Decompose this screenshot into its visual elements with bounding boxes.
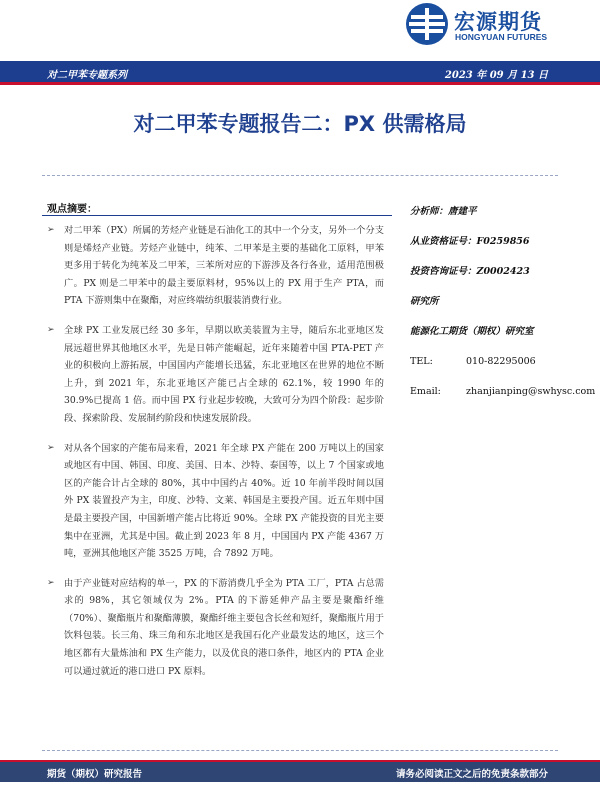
- footer-divider: [42, 750, 558, 751]
- header-band: [0, 61, 600, 85]
- tel-line: [410, 350, 585, 374]
- summary-divider: [42, 215, 392, 216]
- arrow-bullet-icon: ➢: [47, 577, 55, 588]
- summary-points: [44, 222, 384, 692]
- arrow-bullet-icon: ➢: [47, 324, 55, 335]
- summary-point: [44, 575, 384, 681]
- consult-cert-number: Z0002423: [476, 266, 530, 277]
- footer-band: [0, 760, 600, 782]
- summary-point-text: 对二甲苯（PX）所属的芳烃产业链是石油化工的其中一个分支，另外一个分支则是烯烃产业链。芳烃产业链中，纯苯、二甲苯是主要的基础化工原料，甲苯更多用于转化为纯苯及二甲苯，三苯所对应的下游涉及各行各业，适用范围极广。PX 则是二甲苯中的最主要原料材，95%以上的 PX 用于生产 PTA，而 PTA 下游则集中在聚酯，对应终端纺织服装消费行业。: [64, 225, 384, 307]
- email-label: Email:: [410, 386, 441, 397]
- footer-report-type: 期货（期权）研究报告: [47, 769, 143, 780]
- title-divider: [42, 175, 558, 176]
- practice-cert-label: 从业资格证号：: [410, 236, 477, 247]
- email-line: [410, 380, 596, 404]
- arrow-bullet-icon: ➢: [47, 225, 55, 235]
- series-name: 对二甲苯专题系列: [47, 70, 127, 81]
- tel-label: TEL:: [410, 356, 433, 367]
- institute-name: 研究所: [410, 296, 439, 307]
- logo-name-cn: 宏源期货: [454, 10, 542, 34]
- summary-point-text: 对从各个国家的产能布局来看，2021 年全球 PX 产能在 200 万吨以上的国家或地区有中国、韩国、印度、美国、日本、沙特、泰国等，以上 7 个国家或地区的产能合计占全球的 80%，其中中国约占 40%。近 10 年前半段时间以国外 PX 装置投产为主，印度、沙特、文莱、韩国是主要投产国。近五年则中国是最主要投产国，中国新增产能占比将近 90%。全球 PX 产能投资的目光主要集中在亚洲，尤其是中国。截止到 2023 年 8 月，中国国内 PX 产能 4367 万吨，亚洲其他地区产能 3525 万吨，合 7892 万吨。: [64, 442, 384, 560]
- summary-point-text: 由于产业链对应结构的单一，PX 的下游消费几乎全为 PTA 工厂，PTA 占总需求的 98%，其它领域仅为 2%。PTA 的下游延伸产品主要是聚酯纤维（70%）、聚酯瓶片和聚酯薄膜，聚酯纤维主要包含长丝和短纤，聚酯瓶片用于饮料包装。长三角、珠三角和东北地区是我国石化产业最发达的地区，这三个地区都有大量炼油和 PX 生产能力，以及优良的港口条件，地区内的 PTA 企业可以通过就近的港口进口 PX 原料。: [64, 577, 384, 677]
- footer-disclaimer-note: 请务必阅读正文之后的免责条款部分: [395, 769, 548, 780]
- practice-cert-number: F0259856: [476, 236, 530, 247]
- analyst-line: [410, 200, 585, 224]
- analyst-name: 唐建平: [448, 206, 477, 217]
- report-title: 对二甲苯专题报告二：PX 供需格局: [133, 112, 467, 136]
- practice-cert-line: [410, 230, 585, 254]
- arrow-bullet-icon: ➢: [47, 442, 55, 453]
- analyst-label: 分析师：: [410, 206, 449, 217]
- email-address[interactable]: zhanjianping@swhysc.com: [466, 386, 596, 397]
- report-date: 2023 年 09 月 13 日: [444, 70, 548, 81]
- summary-point-text: 全球 PX 工业发展已经 30 多年，早期以欧美装置为主导，随后东北亚地区发展远超世界其他地区水平，先是日韩产能崛起，近年来随着中国 PTA-PET 产业的积极向上游拓展，中国国内产能增长迅猛，东北亚地区在世界的地位不断上升，到 2021 年，东北亚地区产能已占全球的 62.1%，较 1990 年的 30.9%已提高 1 倍。而中国 PX 行业起步较晚，大致可分为四个阶段：起步阶段、探索阶段、发展制约阶段和快速发展阶段。: [64, 324, 384, 424]
- summary-point: [44, 440, 384, 563]
- logo-name-en: HONGYUAN FUTURES: [455, 32, 548, 42]
- summary-point: [44, 322, 384, 428]
- consult-cert-label: 投资咨询证号：: [410, 266, 477, 277]
- summary-point: [44, 222, 384, 310]
- company-logo: [405, 2, 555, 48]
- department-name: 能源化工期货（期权）研究室: [410, 326, 534, 337]
- hongyuan-logo-mark-icon: [405, 2, 449, 46]
- consult-cert-line: [410, 260, 585, 284]
- tel-number: 010-82295006: [466, 356, 536, 367]
- summary-heading: 观点摘要：: [47, 204, 97, 215]
- analyst-sidebar: [410, 200, 596, 404]
